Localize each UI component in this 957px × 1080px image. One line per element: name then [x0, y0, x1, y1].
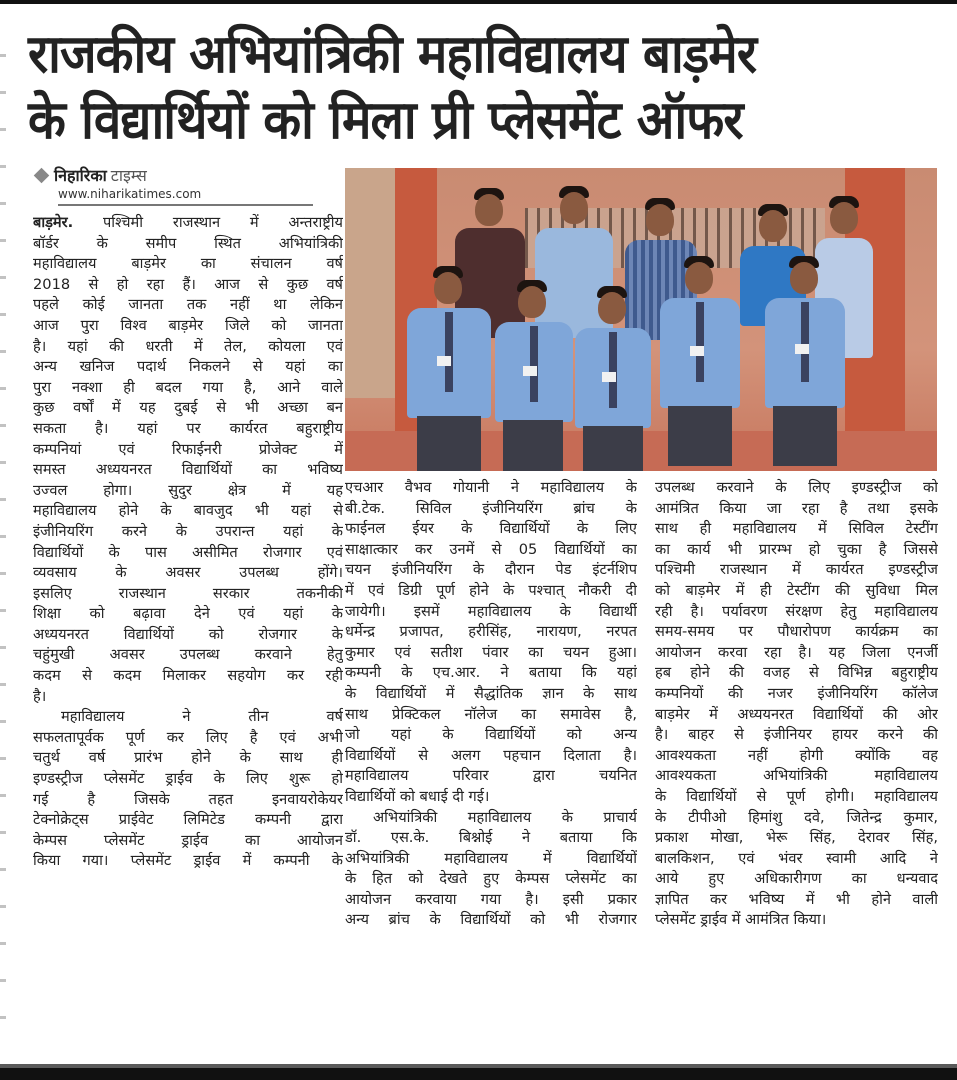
article-line: सफलतापूर्वक पूर्ण कर लिए है एवं अभी: [33, 728, 343, 746]
article-line: हब होने की वजह से विभिन्न बहुराष्ट्रीय: [655, 664, 938, 682]
article-column-left: [33, 213, 343, 872]
article-line: महाविद्यालय ने तीन वर्ष: [61, 708, 343, 726]
article-line: उपलब्ध करवाने के लिए इण्डस्ट्रीज को: [655, 479, 938, 496]
article-column-right: [655, 478, 938, 931]
article-line: आमंत्रित किया जा रहा है तथा इसके: [655, 499, 938, 517]
left-edge-ticks: [0, 20, 6, 1030]
byline: [36, 164, 311, 206]
article-line: है। बाहर से इंजीनियर हायर करने की: [655, 726, 938, 744]
article-line: में एवं डिग्री पूर्ण होने के पश्चात् नौकरी दी: [345, 581, 637, 599]
article-line: प्लेसमेंट ड्राईव में आमंत्रित किया।: [655, 911, 827, 929]
article-line: बी.टेक. सिविल इंजीनियरिंग ब्रांच के: [345, 499, 637, 517]
article-headline: [28, 22, 938, 154]
article-line: बाड़मेर. पश्चिमी राजस्थान में अन्तराष्ट्रीय: [33, 214, 343, 231]
article-line: विद्यार्थियों के पास असीमित रोजगार एवं: [33, 543, 343, 561]
article-line: साथ ही महाविद्यालय में सिविल टेस्टींग: [655, 520, 938, 538]
publication-name: [36, 164, 311, 186]
article-line: जायेगी। इसमें महाविद्यालय के विद्यार्थी: [345, 602, 637, 620]
article-line: गई है जिसके तहत इनवायरोकेयर: [33, 790, 343, 808]
article-line: चतुर्थ वर्ष प्रारंभ होने के साथ ही: [33, 749, 343, 767]
article-line: को बाड़मेर में ही टेस्टींग की सुविधा मिल: [655, 581, 938, 599]
article-line: फाईनल ईयर के विद्यार्थियों के लिए: [345, 520, 637, 538]
article-line: का कार्य भी प्रारम्भ हो चुका है जिससे: [655, 540, 938, 558]
article-line: चहुंमुखी अवसर उपलब्ध करवाने हेतु: [33, 646, 343, 664]
article-line: कम्पनियों की नजर इंजीनियरिंग कॉलेज: [655, 684, 938, 702]
article-line: आयोजन करवा रहा है। यह जिला एनर्जी: [655, 643, 938, 661]
article-line: बाड़मेर में अध्ययनरत विद्यार्थियों की ओर: [655, 705, 938, 723]
article-line: पुरा नक्शा ही बदल गया है, आने वाले: [33, 378, 343, 396]
article-line: किया गया। प्लेसमेंट ड्राईव में कम्पनी के: [33, 852, 343, 870]
article-line: महाविद्यालय बाड़मेर का संचालन वर्ष: [33, 255, 343, 273]
article-line: चयन इंजीनियरिंग के दौरान पेड इंटर्नशिप: [345, 561, 637, 579]
article-line: के विद्यार्थियों में सैद्धांतिक ज्ञान के साथ: [345, 684, 637, 702]
article-line: साक्षात्कार कर उनमें से 05 विद्यार्थियों का: [345, 540, 637, 558]
article-column-middle: [345, 478, 637, 931]
article-line: एचआर वैभव गोयानी ने महाविद्यालय के: [345, 479, 637, 496]
article-line: आवश्यकता अभियांत्रिकी महाविद्यालय: [655, 767, 938, 785]
article-line: टेक्नोक्रेट्स प्राईवेट लिमिटेड कम्पनी द्वारा: [33, 811, 343, 829]
article-line: महाविद्यालय परिवार द्वारा चयनित: [345, 767, 637, 785]
article-line: इंजीनियरिंग करने के उपरान्त यहां के: [33, 522, 343, 540]
article-line: अभियांत्रिकी महाविद्यालय के प्राचार्य: [373, 808, 637, 826]
publication-website: www.niharikatimes.com: [58, 187, 202, 201]
headline-line-2: के विद्यार्थियों को मिला प्री प्लेसमेंट ऑफर: [28, 90, 743, 151]
dateline: बाड़मेर.: [33, 214, 74, 231]
article-line: उज्वल होगा। सुदुर क्षेत्र में यह: [33, 481, 343, 499]
article-line: शिक्षा को बढ़ावा देने एवं यहां के: [33, 605, 343, 623]
top-border-rule: [0, 0, 957, 4]
article-line: साथ प्रेक्टिकल नॉलेज का समावेस है,: [345, 705, 637, 723]
article-line: अन्य खनिज पदार्थ निकलने से यहां का: [33, 358, 343, 376]
group-photo: [345, 168, 937, 471]
diamond-bullet-icon: [34, 167, 50, 183]
article-line: आज पुरा विश्व बाड़मेर जिले को जानता: [33, 316, 343, 334]
article-line: अध्ययनरत विद्यार्थियों को रोजगार के: [33, 625, 343, 643]
publication-sub: टाइम्स: [110, 166, 147, 185]
article-line: समय-समय पर पौधारोपण कार्यक्रम का: [655, 623, 938, 641]
article-line: ज्ञापित कर भविष्य में भी होने वाली: [655, 890, 938, 908]
article-line: पहले कोई जानता तक नहीं था लेकिन: [33, 296, 343, 314]
article-line: डॉ. एस.के. बिश्नोई ने बताया कि: [345, 829, 637, 847]
article-line: जो यहां के विद्यार्थियों को अन्य: [345, 726, 637, 744]
bottom-border-band: [0, 1064, 957, 1080]
article-line: केम्पस प्लेसमेंट ड्राईव का आयोजन: [33, 831, 343, 849]
article-line: व्यवसाय के अवसर उपलब्ध होंगे।: [33, 564, 343, 582]
article-line: कम्पनी के एच.आर. ने बताया कि यहां: [345, 664, 637, 682]
article-line: है।: [33, 687, 47, 705]
article-line: के हित को देखते हुए केम्पस प्लेसमेंट का: [345, 870, 637, 888]
byline-rule: [58, 204, 313, 206]
article-line: कदम से कदम मिलाकर सहयोग कर रही: [33, 667, 343, 685]
article-line: समस्त अध्ययनरत विद्यार्थियों का भविष्य: [33, 461, 343, 479]
headline-line-1: राजकीय अभियांत्रिकी महाविद्यालय बाड़मेर: [28, 24, 757, 85]
article-line: के विद्यार्थियों से पूर्ण होगी। महाविद्यालय: [655, 787, 938, 805]
article-line: विद्यार्थियों को बधाई दी गई।: [345, 787, 490, 805]
publication-main: निहारिका: [54, 166, 107, 185]
article-line: बालकिशन, एवं भंवर स्वामी आदि ने: [655, 849, 938, 867]
article-line: विद्यार्थियों से अलग पहचान दिलाता है।: [345, 746, 637, 764]
article-line: इसलिए राजस्थान सरकार तकनीकी: [33, 584, 343, 602]
article-line: महाविद्यालय होने के बावजुद भी यहां से: [33, 502, 343, 520]
article-line: धर्मेन्द्र प्रजापत, हरीसिंह, नारायण, नरपत: [345, 623, 637, 641]
article-line: आवश्यकता नहीं होगी क्योंकि वह: [655, 746, 938, 764]
article-line: आयोजन करवाया गया है। इसी प्रकार: [345, 890, 637, 908]
article-line: बॉर्डर के समीप स्थित अभियांत्रिकी: [33, 234, 343, 252]
article-line: कुछ वर्षों में यह दुबई से भी अच्छा बन: [33, 399, 343, 417]
article-line: प्रकाश मोखा, भेरू सिंह, देरावर सिंह,: [655, 829, 938, 847]
article-line: कम्पनियां एवं रिफाईनरी प्रोजेक्ट में: [33, 440, 343, 458]
article-line: आये हुए अधिकारीगण का धन्यवाद: [655, 870, 938, 888]
article-line: के टीपीओ हिमांशु दवे, जितेन्द्र कुमार,: [655, 808, 938, 826]
article-line: है। यहां की धरती में तेल, कोयला एवं: [33, 337, 343, 355]
article-line: पश्चिमी राजस्थान में कार्यरत इण्डस्ट्रीज: [655, 561, 938, 579]
article-line: 2018 से हो रहा हैं। आज से कुछ वर्ष: [33, 275, 343, 293]
article-line: कुमार एवं सतीश पंवार का चयन हुआ।: [345, 643, 637, 661]
article-line: इण्डस्ट्रीज प्लेसमेंट ड्राईव के लिए शुरू हो: [33, 770, 343, 788]
article-line: अन्य ब्रांच के विद्यार्थियों को भी रोजगार: [345, 911, 637, 929]
article-line: सकता है। यहां पर कार्यरत बहुराष्ट्रीय: [33, 419, 343, 437]
article-line: रही है। पर्यावरण संरक्षण हेतु महाविद्यालय: [655, 602, 938, 620]
article-line: अभियांत्रिकी महाविद्यालय में विद्यार्थियों: [345, 849, 637, 867]
